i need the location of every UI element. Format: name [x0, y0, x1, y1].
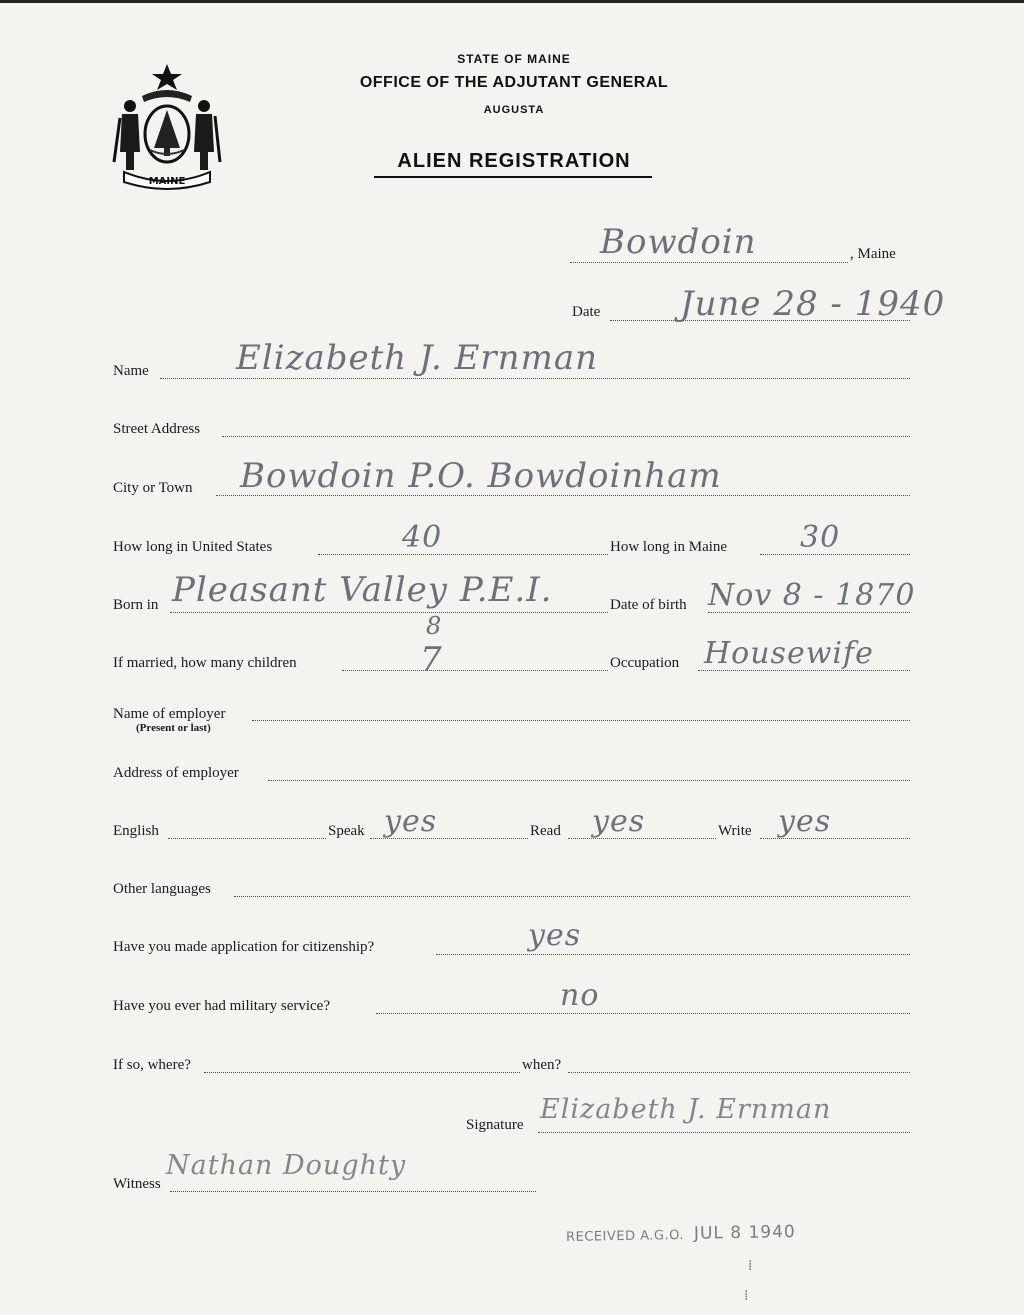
name-label: Name: [113, 363, 149, 379]
top-edge: [0, 0, 1024, 3]
received-stamp-date: JUL 8 1940: [693, 1221, 796, 1244]
date-value[interactable]: June 28 - 1940: [680, 284, 946, 324]
military-value[interactable]: no: [560, 978, 600, 1013]
military-label: Have you ever had military service?: [113, 998, 330, 1014]
occupation-value[interactable]: Housewife: [704, 636, 874, 671]
city-value[interactable]: Bowdoin P.O. Bowdoinham: [240, 456, 722, 496]
other-languages-line: [234, 896, 910, 897]
place-line: [570, 262, 848, 263]
place-value[interactable]: Bowdoin: [600, 222, 757, 262]
header-city: AUGUSTA: [483, 104, 545, 116]
speak-label: Speak: [328, 823, 365, 839]
write-value[interactable]: yes: [778, 804, 832, 839]
military-line: [376, 1013, 910, 1014]
children-label: If married, how many children: [113, 655, 297, 671]
where-label: If so, where?: [113, 1057, 191, 1073]
header-state: STATE OF MAINE: [457, 52, 571, 66]
occupation-label: Occupation: [610, 655, 680, 671]
children-value[interactable]: 7: [420, 640, 443, 680]
witness-line: [170, 1191, 536, 1192]
born-in-value[interactable]: Pleasant Valley P.E.I.: [172, 570, 553, 610]
witness-value[interactable]: Nathan Doughty: [166, 1150, 407, 1181]
witness-label: Witness: [113, 1176, 161, 1192]
years-us-line: [318, 554, 608, 555]
employer-name-line: [252, 720, 910, 721]
employer-address-line: [268, 780, 910, 781]
citizenship-label: Have you made application for citizenship?: [113, 939, 375, 955]
header-office: OFFICE OF THE ADJUTANT GENERAL: [359, 74, 669, 91]
employer-address-label: Address of employer: [113, 765, 239, 781]
form-title: ALIEN REGISTRATION: [397, 150, 631, 172]
children-correction: 8: [426, 612, 443, 640]
where-line: [204, 1072, 520, 1073]
signature-line: [538, 1132, 910, 1133]
name-value[interactable]: Elizabeth J. Ernman: [236, 338, 598, 378]
name-line: [160, 378, 910, 379]
date-of-birth-value[interactable]: Nov 8 - 1870: [708, 578, 916, 613]
years-us-value[interactable]: 40: [402, 520, 443, 555]
street-address-line: [222, 436, 910, 437]
stamp-mark: ⁞: [748, 1258, 753, 1274]
read-label: Read: [530, 823, 561, 839]
other-languages-label: Other languages: [113, 881, 211, 897]
read-value[interactable]: yes: [592, 804, 646, 839]
received-stamp: [566, 1222, 796, 1246]
received-stamp-text: RECEIVED A.G.O.: [565, 1227, 685, 1246]
years-maine-value[interactable]: 30: [800, 520, 841, 555]
city-label: City or Town: [113, 480, 193, 496]
english-line: [168, 838, 326, 839]
english-label: English: [113, 823, 159, 839]
date-of-birth-label: Date of birth: [610, 597, 687, 613]
born-in-line: [170, 612, 608, 613]
svg-text:MAINE: MAINE: [148, 176, 186, 187]
place-suffix: , Maine: [850, 246, 896, 262]
years-us-label: How long in United States: [113, 539, 273, 555]
employer-name-sublabel: (Present or last): [136, 722, 211, 734]
signature-value[interactable]: Elizabeth J. Ernman: [540, 1094, 832, 1125]
citizenship-value[interactable]: yes: [528, 918, 582, 953]
born-in-label: Born in: [113, 597, 159, 613]
speak-value[interactable]: yes: [384, 804, 438, 839]
stamp-mark: ⁞: [744, 1288, 749, 1304]
when-label: when?: [522, 1057, 562, 1073]
years-maine-label: How long in Maine: [610, 539, 728, 555]
signature-label: Signature: [466, 1117, 524, 1133]
street-address-label: Street Address: [113, 421, 201, 437]
citizenship-line: [436, 954, 910, 955]
children-line: [342, 670, 608, 671]
write-label: Write: [718, 823, 752, 839]
when-line: [568, 1072, 910, 1073]
employer-name-label: Name of employer: [113, 706, 226, 722]
title-underline: [374, 176, 652, 178]
date-label: Date: [572, 304, 601, 320]
